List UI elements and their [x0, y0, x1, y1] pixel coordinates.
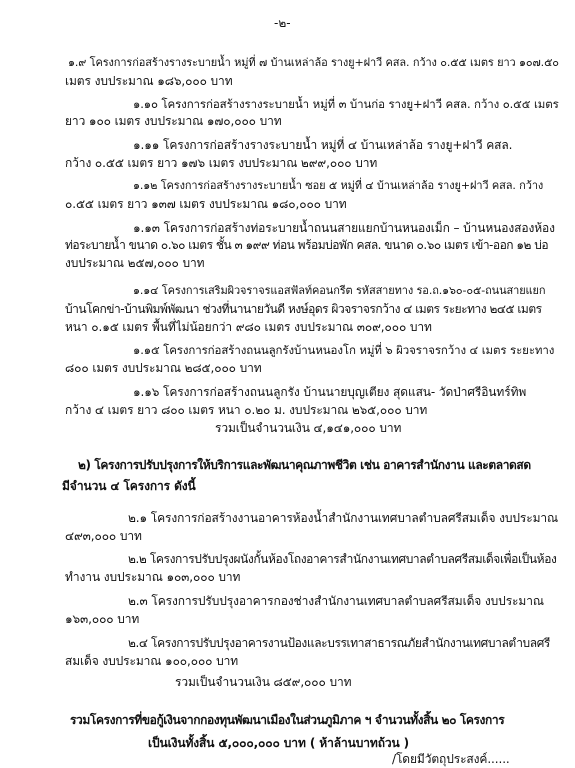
item-2-3-line-2: ๑๖๓,๐๐๐ บาท: [65, 612, 140, 626]
item-1-13-line-1: ๑.๑๓ โครงการก่อสร้างท่อระบายน้ำถนนสายแยกบ้านหนองเม็ก – บ้านหนองสองห้อง: [133, 221, 555, 235]
item-2-1-line-1: ๒.๑ โครงการก่อสร้างงานอาคารห้องน้ำสำนักงานเทศบาลตำบลศรีสมเด็จ งบประมาณ: [128, 511, 559, 525]
item-1-11-line-2: กว้าง ๐.๕๕ เมตร ยาว ๑๗๖ เมตร งบประมาณ ๒๙๙,๐๐๐ บาท: [65, 156, 378, 170]
item-2-1-line-2: ๔๙๓,๐๐๐ บาท: [65, 529, 142, 543]
summary-line-2: เป็นเงินทั้งสิ้น ๕,๐๐๐,๐๐๐ บาท ( ห้าล้านบาทถ้วน ): [148, 736, 410, 750]
item-1-15-line-2: ๘๐๐ เมตร งบประมาณ ๒๘๕,๐๐๐ บาท: [65, 361, 262, 375]
item-1-15-line-1: ๑.๑๕ โครงการก่อสร้างถนนลูกรังบ้านหนองโก หมู่ที่ ๖ ผิวจราจรกว้าง ๔ เมตร ระยะทาง: [133, 343, 555, 357]
section-1-total: รวมเป็นจำนวนเงิน ๔,๑๔๑,๐๐๐ บาท: [215, 421, 402, 435]
item-1-10-line-2: ยาว ๑๐๐ เมตร งบประมาณ ๑๗๐,๐๐๐ บาท: [65, 114, 282, 128]
item-1-10-line-1: ๑.๑๐ โครงการก่อสร้างรางระบายน้ำ หมู่ที่ ๓ บ้านก่อ รางยู+ฝาวี คสล. กว้าง ๐.๕๕ เมตร: [133, 97, 559, 111]
item-2-4-line-1: ๒.๔ โครงการปรับปรุงอาคารงานป้องและบรรเทาสาธารณภัยสำนักงานเทศบาลตำบลศรี: [128, 636, 550, 650]
section-2-heading-line-1: ๒) โครงการปรับปรุงการให้บริการและพัฒนาคุณภาพชีวิต เช่น อาคารสำนักงาน และตลาดสด: [78, 458, 531, 472]
item-2-3-line-1: ๒.๓ โครงการปรับปรุงอาคารกองช่างสำนักงานเทศบาลตำบลศรีสมเด็จ งบประมาณ: [128, 594, 544, 608]
section-2-heading-line-2: มีจำนวน ๔ โครงการ ดังนี้: [62, 479, 196, 493]
item-2-2-line-1: ๒.๒ โครงการปรับปรุงผนังกั้นห้องโถงอาคารสำนักงานเทศบาลตำบลศรีสมเด็จเพื่อเป็นห้อง: [128, 552, 557, 566]
summary-line-1: รวมโครงการที่ขอกู้เงินจากกองทุนพัฒนาเมืองในส่วนภูมิภาค ฯ จำนวนทั้งสิ้น ๒๐ โครงการ: [70, 713, 505, 727]
item-1-11-line-1: ๑.๑๑ โครงการก่อสร้างรางระบายน้ำ หมู่ที่ ๔ บ้านเหล่าล้อ รางยู+ฝาวี คสล.: [133, 138, 513, 152]
footer-continuation: /โดยมีวัตถุประสงค์......: [392, 752, 510, 766]
item-1-14-line-2: บ้านโคกข่า-บ้านพิมพ์พัฒนา ช่วงที่นานายวันดี หงษ์อุดร ผิวจราจรกว้าง ๔ เมตร ระยะทาง ๒๔๕ เมตร: [65, 302, 542, 316]
page-number: -๒-: [274, 16, 291, 30]
item-1-9-line-2: เมตร งบประมาณ ๑๘๖,๐๐๐ บาท: [65, 74, 233, 88]
item-1-12-line-2: ๐.๕๕ เมตร ยาว ๑๓๗ เมตร งบประมาณ ๑๘๐,๐๐๐ บาท: [65, 197, 347, 211]
item-2-2-line-2: ทำงาน งบประมาณ ๑๐๓,๐๐๐ บาท: [65, 570, 241, 584]
item-1-9-line-1: ๑.๙ โครงการก่อสร้างรางระบายน้ำ หมู่ที่ ๗ บ้านเหล่าล้อ รางยู+ฝาวี คสล. กว้าง ๐.๕๕ เมตร ยาว ๑๐๗.๕๐: [68, 56, 559, 69]
item-2-4-line-2: สมเด็จ งบประมาณ ๑๐๐,๐๐๐ บาท: [65, 654, 239, 668]
item-1-14-line-1: ๑.๑๔ โครงการเสริมผิวจราจรแอสฟัลท์คอนกรีต รหัสสายทาง รอ.ถ.๑๖๐-๐๕-ถนนสายแยก: [133, 284, 546, 297]
section-2-total: รวมเป็นจำนวนเงิน ๘๕๙,๐๐๐ บาท: [175, 675, 352, 689]
item-1-16-line-2: กว้าง ๔ เมตร ยาว ๘๐๐ เมตร หนา ๐.๒๐ ม. งบประมาณ ๒๖๕,๐๐๐ บาท: [65, 403, 428, 417]
item-1-14-line-3: หนา ๐.๑๕ เมตร พื้นที่ไม่น้อยกว่า ๙๘๐ เมตร งบประมาณ ๓๐๙,๐๐๐ บาท: [65, 320, 432, 334]
item-1-16-line-1: ๑.๑๖ โครงการก่อสร้างถนนลูกรัง บ้านนายบุญเตียง สุดแสน- วัดป่าศรีอินทร์ทิพ: [133, 385, 527, 399]
item-1-12-line-1: ๑.๑๒ โครงการก่อสร้างรางระบายน้ำ ซอย ๕ หมู่ที่ ๔ บ้านเหล่าล้อ รางยู+ฝาวี คสล. กว้าง: [133, 179, 544, 192]
item-1-13-line-3: งบประมาณ ๒๕๗,๐๐๐ บาท: [65, 256, 205, 270]
item-1-13-line-2: ท่อระบายน้ำ ขนาด ๐.๖๐ เมตร ชั้น ๓ ๑๙๙ ท่อน พร้อมบ่อพัก คสล. ขนาด ๐.๖๐ เมตร เข้า-ออก ๑๒ บ่อ: [65, 238, 549, 252]
